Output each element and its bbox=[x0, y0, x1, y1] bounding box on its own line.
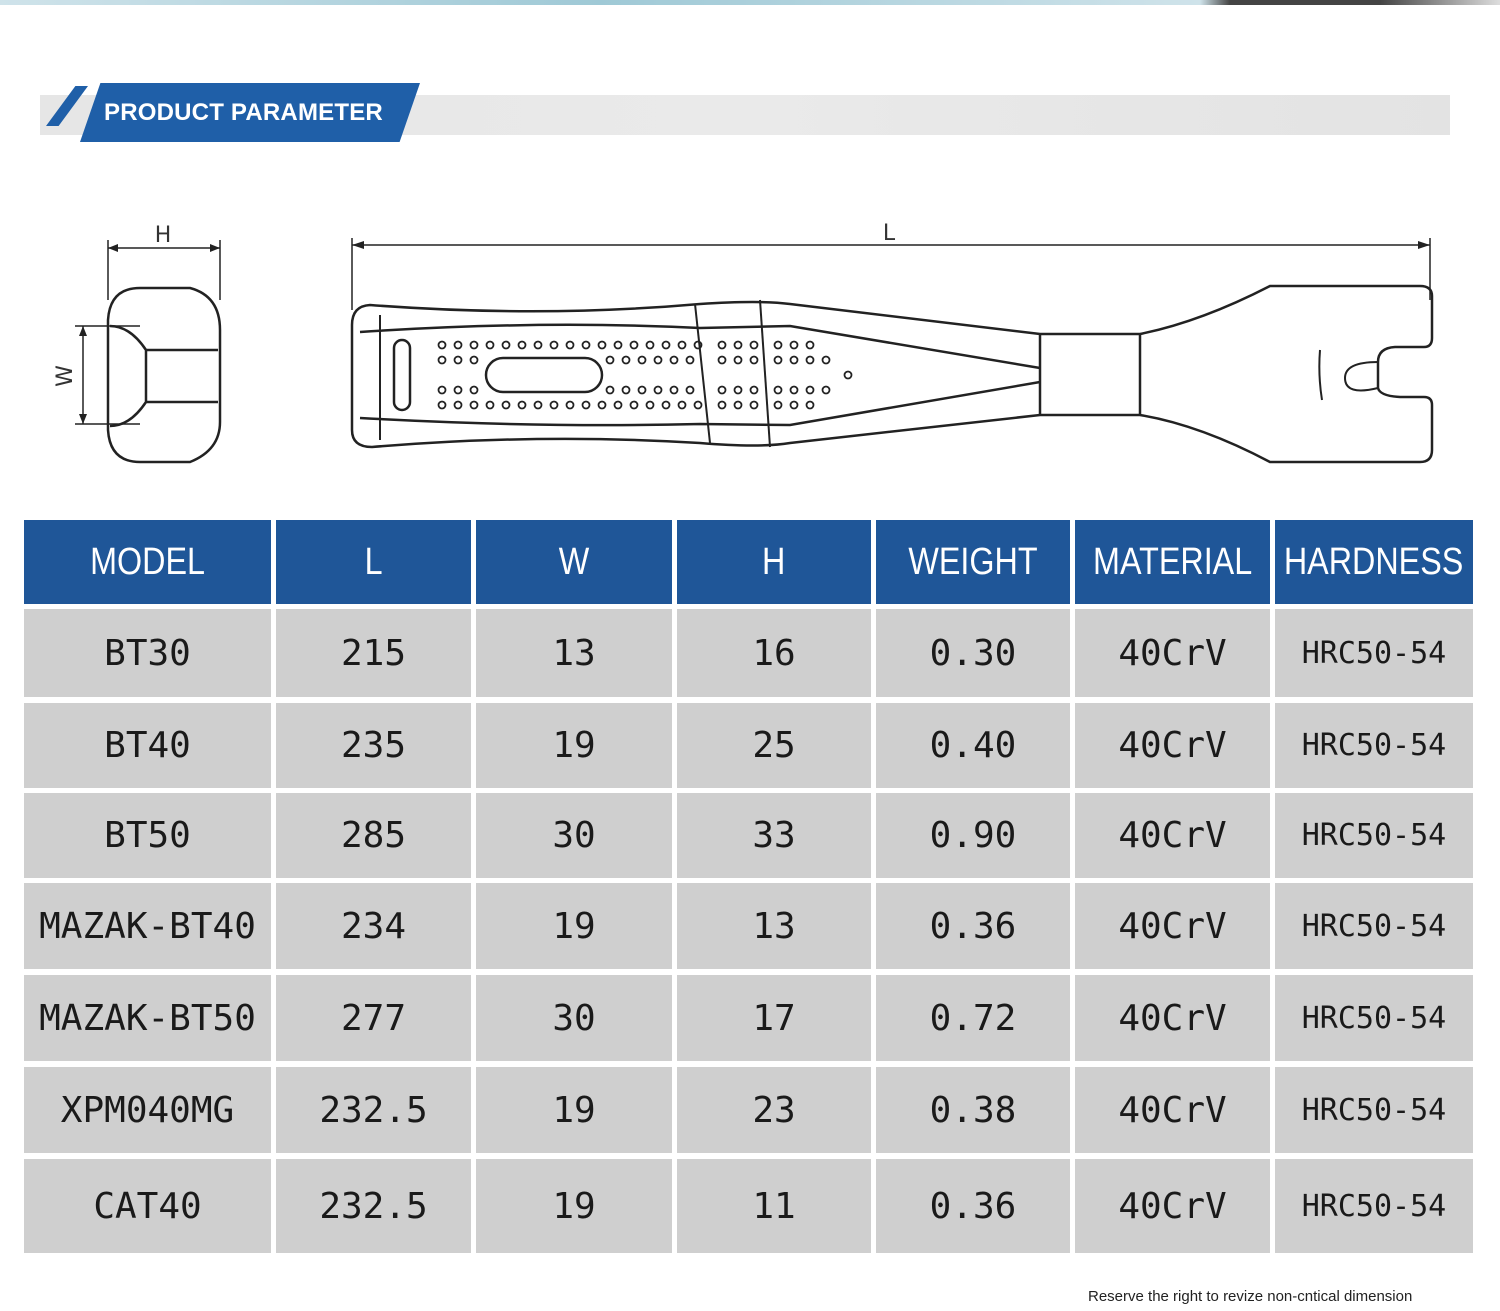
dim-label-l: L bbox=[882, 221, 896, 246]
column-header-material bbox=[1075, 520, 1270, 604]
table-cell: MAZAK-BT40 bbox=[24, 883, 271, 969]
wrench-drawing bbox=[0, 200, 1500, 480]
table-cell: CAT40 bbox=[24, 1159, 271, 1253]
column-header-w bbox=[476, 520, 672, 604]
column-header-label: MODEL bbox=[90, 540, 205, 583]
table-cell: 40CrV bbox=[1075, 609, 1270, 697]
column-header-h bbox=[677, 520, 871, 604]
table-cell: 40CrV bbox=[1075, 703, 1270, 788]
column-header-model bbox=[24, 520, 271, 604]
table-cell: 17 bbox=[677, 975, 871, 1061]
length-dimension bbox=[352, 238, 1430, 310]
table-cell: HRC50-54 bbox=[1275, 883, 1473, 969]
column-header-label: L bbox=[364, 540, 383, 583]
wrench-body bbox=[352, 286, 1432, 462]
table-cell: HRC50-54 bbox=[1275, 793, 1473, 878]
table-cell: 13 bbox=[476, 609, 672, 697]
table-cell: HRC50-54 bbox=[1275, 609, 1473, 697]
table-cell: 232.5 bbox=[276, 1159, 471, 1253]
table-cell: 25 bbox=[677, 703, 871, 788]
table-cell: BT30 bbox=[24, 609, 271, 697]
table-cell: 235 bbox=[276, 703, 471, 788]
table-cell: 232.5 bbox=[276, 1067, 471, 1153]
table-cell: 0.36 bbox=[876, 883, 1070, 969]
table-cell: 0.30 bbox=[876, 609, 1070, 697]
banner-title: PRODUCT PARAMETER bbox=[104, 99, 383, 126]
table-cell: 19 bbox=[476, 1067, 672, 1153]
table-cell: HRC50-54 bbox=[1275, 975, 1473, 1061]
table-cell: 40CrV bbox=[1075, 975, 1270, 1061]
dim-label-h: H bbox=[154, 223, 172, 248]
table-cell: 19 bbox=[476, 883, 672, 969]
dim-label-w: W bbox=[53, 365, 78, 387]
column-header-label: W bbox=[558, 540, 590, 583]
table-cell: 16 bbox=[677, 609, 871, 697]
table-cell: 277 bbox=[276, 975, 471, 1061]
table-cell: HRC50-54 bbox=[1275, 703, 1473, 788]
column-header-weight bbox=[876, 520, 1070, 604]
table-cell: 11 bbox=[677, 1159, 871, 1253]
table-cell: 40CrV bbox=[1075, 793, 1270, 878]
table-cell: 23 bbox=[677, 1067, 871, 1153]
table-cell: 0.40 bbox=[876, 703, 1070, 788]
table-cell: 40CrV bbox=[1075, 1159, 1270, 1253]
table-cell: 0.36 bbox=[876, 1159, 1070, 1253]
table-cell: XPM040MG bbox=[24, 1067, 271, 1153]
table-cell: 13 bbox=[677, 883, 871, 969]
table-cell: 19 bbox=[476, 703, 672, 788]
table-cell: 0.38 bbox=[876, 1067, 1070, 1153]
table-cell: 0.72 bbox=[876, 975, 1070, 1061]
table-cell: 30 bbox=[476, 793, 672, 878]
table-cell: 30 bbox=[476, 975, 672, 1061]
table-cell: 40CrV bbox=[1075, 883, 1270, 969]
table-cell: HRC50-54 bbox=[1275, 1159, 1473, 1253]
column-header-label: H bbox=[762, 540, 786, 583]
top-rule bbox=[0, 0, 1500, 5]
table-cell: MAZAK-BT50 bbox=[24, 975, 271, 1061]
table-cell: 215 bbox=[276, 609, 471, 697]
table-cell: HRC50-54 bbox=[1275, 1067, 1473, 1153]
table-cell: 0.90 bbox=[876, 793, 1070, 878]
column-header-label: WEIGHT bbox=[908, 540, 1038, 583]
side-view bbox=[75, 240, 220, 462]
column-header-label: MATERIAL bbox=[1092, 540, 1253, 583]
table-cell: BT50 bbox=[24, 793, 271, 878]
table-cell: 40CrV bbox=[1075, 1067, 1270, 1153]
table-cell: 285 bbox=[276, 793, 471, 878]
table-cell: BT40 bbox=[24, 703, 271, 788]
column-header-label: HARDNESS bbox=[1284, 540, 1464, 583]
column-header-hardness bbox=[1275, 520, 1473, 604]
column-header-l bbox=[276, 520, 471, 604]
table-cell: 33 bbox=[677, 793, 871, 878]
footnote: Reserve the right to revize non-cntical dimension bbox=[1088, 1288, 1413, 1305]
table-cell: 19 bbox=[476, 1159, 672, 1253]
table-cell: 234 bbox=[276, 883, 471, 969]
